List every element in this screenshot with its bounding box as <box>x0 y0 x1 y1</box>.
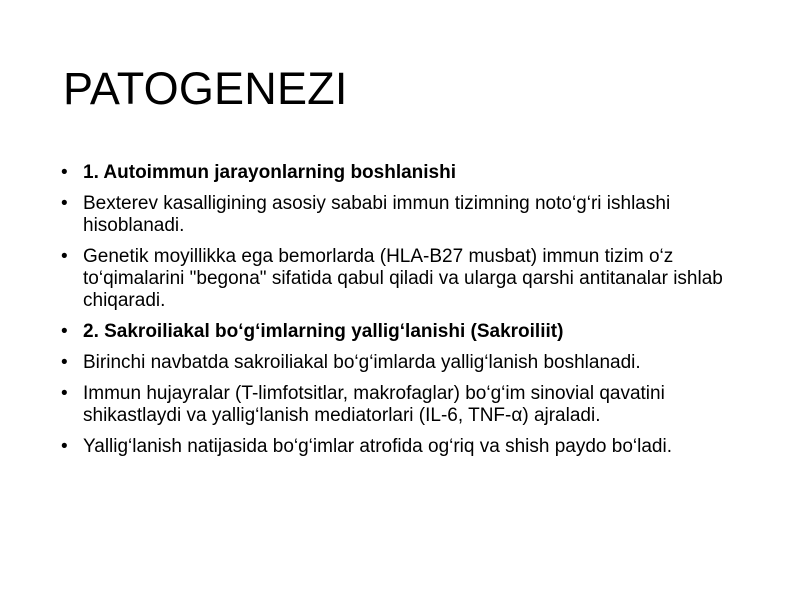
bullet-dot-icon: • <box>61 193 68 214</box>
bullet-item <box>60 193 740 237</box>
bullet-item <box>60 383 740 427</box>
bullet-text: 1. Autoimmun jarayonlarning boshlanishi <box>83 162 457 183</box>
bullet-text: Yallig‘lanish natijasida bo‘g‘imlar atrofida og‘riq va shish paydo bo‘ladi. <box>83 436 672 457</box>
bullet-text: Genetik moyillikka ega bemorlarda (HLA-B27 musbat) immun tizim o‘z to‘qimalarini "begona" sifatida qabul qiladi va ularga qarshi antitanalar ishlab chiqaradi. <box>83 246 723 311</box>
bullet-item <box>60 436 740 458</box>
bullet-list <box>60 162 740 467</box>
bullet-item <box>60 321 740 343</box>
bullet-text: 2. Sakroiliakal bo‘g‘imlarning yallig‘lanishi (Sakroiliit) <box>83 321 564 342</box>
bullet-dot-icon: • <box>61 352 68 373</box>
bullet-dot-icon: • <box>61 162 68 183</box>
bullet-text: Bexterev kasalligining asosiy sababi immun tizimning noto‘g‘ri ishlashi hisoblanadi. <box>83 193 671 236</box>
bullet-dot-icon: • <box>61 321 68 342</box>
bullet-dot-icon: • <box>61 246 68 267</box>
slide-title: PATOGENEZI <box>63 63 348 114</box>
bullet-dot-icon: • <box>61 383 68 404</box>
bullet-item <box>60 246 740 312</box>
bullet-text: Immun hujayralar (T-limfotsitlar, makrofaglar) bo‘g‘im sinovial qavatini shikastlaydi va yallig‘lanish mediatorlari (IL-6, TNF-α) ajraladi. <box>83 383 665 426</box>
bullet-dot-icon: • <box>61 436 68 457</box>
bullet-item <box>60 352 740 374</box>
bullet-text: Birinchi navbatda sakroiliakal bo‘g‘imlarda yallig‘lanish boshlanadi. <box>83 352 641 373</box>
bullet-item <box>60 162 740 184</box>
